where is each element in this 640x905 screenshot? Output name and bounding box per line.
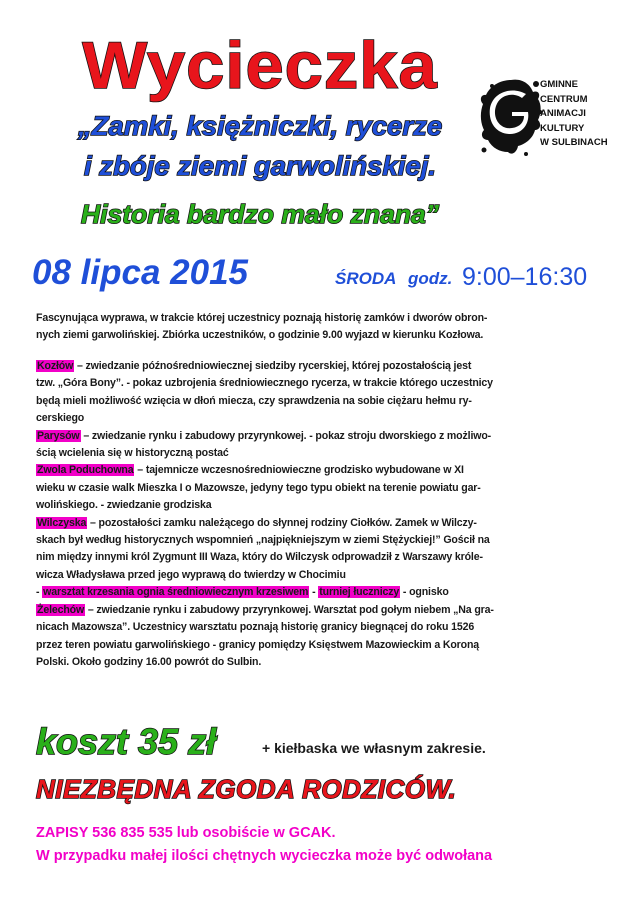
intro-line: Fascynująca wyprawa, w trakcie której uczestnicy poznają historię zamków i dworów obron- bbox=[36, 312, 488, 324]
stop-name-kozlow: Kozłów bbox=[37, 360, 74, 372]
stop-text: będą mieli możliwość wzięcia w dłoń miecza, czy sprawdzenia na sobie ciężaru hełmu ry- bbox=[36, 394, 472, 407]
stop-text: Polski. Około godziny 16.00 powrót do Sulbin. bbox=[36, 655, 262, 668]
logo-line: KULTURY bbox=[540, 122, 585, 134]
stop-text: nim między innymi król Zygmunt III Waza, który do Wilczysk odprowadził z Warszawy króle- bbox=[36, 551, 483, 564]
stop-zelechow bbox=[36, 602, 606, 619]
cost-extra-note: + kiełbaska we własnym zakresie. bbox=[262, 740, 486, 756]
logo-line: ANIMACJI bbox=[540, 108, 586, 120]
stop-text: – zwiedzanie rynku i zabudowy przyrynkowej. Warsztat pod gołym niebem „Na gra- bbox=[85, 603, 494, 616]
signup-info: ZAPISY 536 835 535 lub osobiście w GCAK. bbox=[36, 825, 336, 841]
trip-cost: koszt 35 zł bbox=[36, 721, 217, 762]
workshops-separator: - bbox=[309, 586, 319, 599]
intro-line: nych ziemi garwolińskiej. Zbiórka uczestników, o godzinie 9.00 wyjazd w kierunku Kozłowa. bbox=[36, 329, 484, 342]
stop-text: wieku w czasie walk Mieszka I o Mazowsze, jedyny tego typu obiekt na terenie powiatu gar- bbox=[36, 481, 481, 494]
hours-prefix: godz. bbox=[408, 269, 453, 288]
stop-kozlow bbox=[36, 358, 606, 375]
stop-name-wilczyska: Wilczyska bbox=[37, 516, 87, 529]
stop-text: skach był według historycznych wspomnień „najpiękniejszym w ziemi Stężyckiej!” Gościł na bbox=[36, 534, 490, 547]
cancellation-note: W przypadku małej ilości chętnych wycieczka może być odwołana bbox=[36, 848, 493, 864]
stop-text: przez teren powiatu garwolińskiego - granicy pomiędzy Księstwem Mazowieckim a Koroną bbox=[36, 638, 480, 651]
stop-wilczyska bbox=[36, 515, 606, 532]
stop-name-zelechow: Żelechów bbox=[37, 603, 85, 616]
workshop-archery: turniej łuczniczy bbox=[319, 586, 400, 599]
stop-text: wolińskiego. - zwiedzanie grodziska bbox=[36, 499, 212, 512]
gcak-logo bbox=[478, 72, 628, 168]
trip-date: 08 lipca 2015 bbox=[32, 253, 248, 292]
subtitle-line-1: „Zamki, księżniczki, rycerze bbox=[77, 111, 443, 141]
logo-line: GMINNE bbox=[540, 79, 578, 90]
stop-name-parysow: Parysów bbox=[37, 429, 80, 442]
parental-consent-notice: NIEZBĘDNA ZGODA RODZICÓW. bbox=[36, 774, 457, 804]
workshops-lead: - bbox=[36, 586, 43, 599]
gcak-logo-text bbox=[540, 78, 630, 151]
workshops-tail: - ognisko bbox=[400, 586, 449, 599]
workshop-fire-starting: warsztat krzesania ognia średniowiecznym krzesiwem bbox=[43, 586, 309, 599]
stop-text: – zwiedzanie późnośredniowiecznej siedziby rycerskiej, której pozostałością jest bbox=[74, 360, 472, 372]
stop-text: ścią wcielenia się w historyczną postać bbox=[36, 447, 229, 460]
stop-text: cerskiego bbox=[36, 412, 85, 425]
stop-parysow bbox=[36, 428, 606, 445]
logo-line: W SULBINACH bbox=[540, 137, 608, 149]
poster-title: Wycieczka bbox=[82, 28, 438, 102]
itinerary bbox=[36, 358, 606, 671]
intro-paragraph bbox=[36, 310, 606, 345]
stop-text: – zwiedzanie rynku i zabudowy przyrynkowej. - pokaz stroju dworskiego z możliwo- bbox=[80, 429, 492, 442]
trip-hours: 9:00–16:30 bbox=[462, 263, 588, 291]
stop-text: – tajemnicze wczesnośredniowieczne grodzisko wybudowane w XI bbox=[134, 464, 464, 477]
workshops-line bbox=[36, 584, 606, 601]
stop-zwola bbox=[36, 462, 606, 479]
subtitle-line-3: Historia bardzo mało znana” bbox=[80, 199, 440, 229]
trip-weekday: ŚRODA bbox=[335, 269, 397, 288]
subtitle-line-2: i zbóje ziemi garwolińskiej. bbox=[84, 151, 436, 181]
stop-text: tzw. „Góra Bony”. - pokaz uzbrojenia średniowiecznego rycerza, w trakcie którego uczestnicy bbox=[36, 377, 493, 390]
stop-text: wicza Władysława przed jego wyprawą do twierdzy w Chocimiu bbox=[36, 568, 346, 581]
stop-text: nicach Mazowsza”. Uczestnicy warsztatu poznają historię granicy biegnącej do roku 1526 bbox=[36, 621, 475, 634]
stop-text: – pozostałości zamku należącego do słynnej rodziny Ciołków. Zamek w Wilczy- bbox=[87, 516, 477, 529]
stop-name-zwola: Zwola Poduchowna bbox=[37, 464, 134, 477]
logo-line: CENTRUM bbox=[540, 93, 588, 105]
